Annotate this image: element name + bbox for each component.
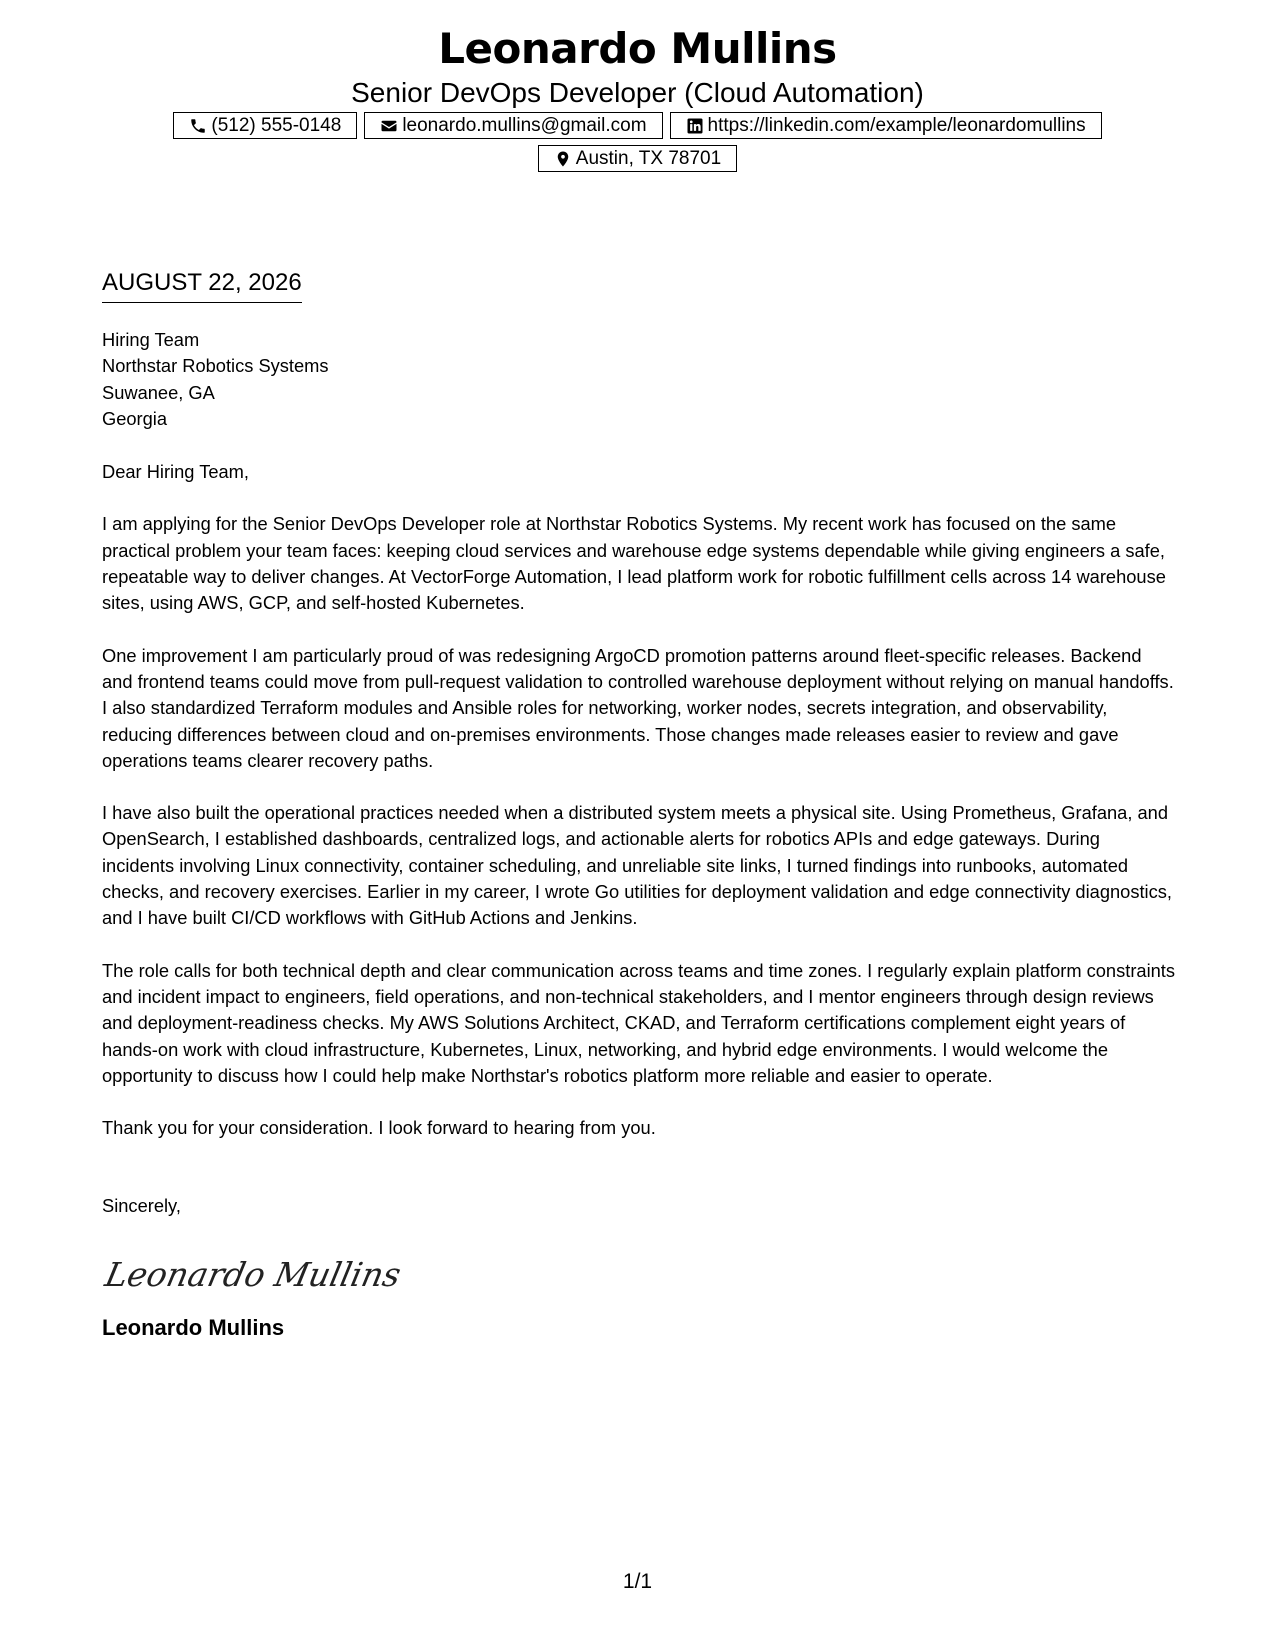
contact-row-primary [0,112,1275,139]
letter-date: AUGUST 22, 2026 [102,268,302,303]
linkedin-contact[interactable] [670,112,1102,139]
phone-contact[interactable] [173,112,357,139]
phone-text: (512) 555-0148 [211,115,342,136]
map-pin-icon [554,150,572,168]
recipient-line: Suwanee, GA [102,381,215,403]
location-contact [538,145,737,172]
signature-text: Leonardo Mullins [101,1255,405,1294]
body-paragraph: One improvement I am particularly proud of was redesigning ArgoCD promotion patterns around fleet-specific releases. Backend and frontend teams could move from pull-request validation to controlled warehouse deployment without relying on manual handoffs. I also standardized Terraform modules and Ansible roles for networking, worker nodes, secrets integration, and observability, reducing differences between cloud and on-premises environments. Those changes made releases easier to review and gave operations teams clearer recovery paths. [102,644,1174,771]
email-text: leonardo.mullins@gmail.com [402,115,647,136]
letter-body [102,327,1177,1342]
applicant-job-title: Senior DevOps Developer (Cloud Automation) [351,77,924,108]
signer-name: Leonardo Mullins [102,1314,285,1340]
body-paragraph: I have also built the operational practices needed when a distributed system meets a physical site. Using Prometheus, Grafana, and OpenSearch, I established dashboards, centralized logs, and actionable alerts for robotics APIs and edge gateways. During incidents involving Linux connectivity, container scheduling, and unreliable site links, I turned findings into runbooks, automated checks, and recovery exercises. Earlier in my career, I wrote Go utilities for deployment validation and edge connectivity diagnostics, and I have built CI/CD workflows with GitHub Actions and Jenkins. [102,802,1172,929]
body-paragraph: I am applying for the Senior DevOps Developer role at Northstar Robotics Systems. My recent work has focused on the same practical problem your team faces: keeping cloud services and warehouse edge systems dependable while giving engineers a safe, repeatable way to deliver changes. At VectorForge Automation, I lead platform work for robotic fulfillment cells across 14 warehouse sites, using AWS, GCP, and self-hosted Kubernetes. [102,513,1166,614]
phone-icon [189,117,207,135]
letter-header [0,22,1275,172]
email-contact[interactable] [364,112,662,139]
contact-row-secondary [0,145,1275,172]
envelope-icon [380,117,398,135]
applicant-name: Leonardo Mullins [438,24,837,73]
recipient-address [102,327,1177,432]
recipient-line: Northstar Robotics Systems [102,355,329,377]
linkedin-text: https://linkedin.com/example/leonardomullins [707,115,1086,136]
salutation: Dear Hiring Team, [102,461,249,483]
location-text: Austin, TX 78701 [575,148,722,169]
closing: Sincerely, [102,1195,181,1217]
body-paragraph: Thank you for your consideration. I look forward to hearing from you. [102,1117,656,1139]
handwritten-signature [102,1246,1177,1302]
body-paragraph: The role calls for both technical depth and clear communication across teams and time zones. I regularly explain platform constraints and incident impact to engineers, field operations, and non-technical stakeholders, and I mentor engineers through design reviews and deployment-readiness checks. My AWS Solutions Architect, CKAD, and Terraform certifications complement eight years of hands-on work with cloud infrastructure, Kubernetes, Linux, networking, and hybrid edge environments. I would welcome the opportunity to discuss how I could help make Northstar's robotics platform more reliable and easier to operate. [102,959,1176,1086]
recipient-line: Hiring Team [102,329,200,350]
linkedin-icon [686,117,704,135]
page-number: 1/1 [622,1570,653,1593]
recipient-line: Georgia [102,407,168,429]
